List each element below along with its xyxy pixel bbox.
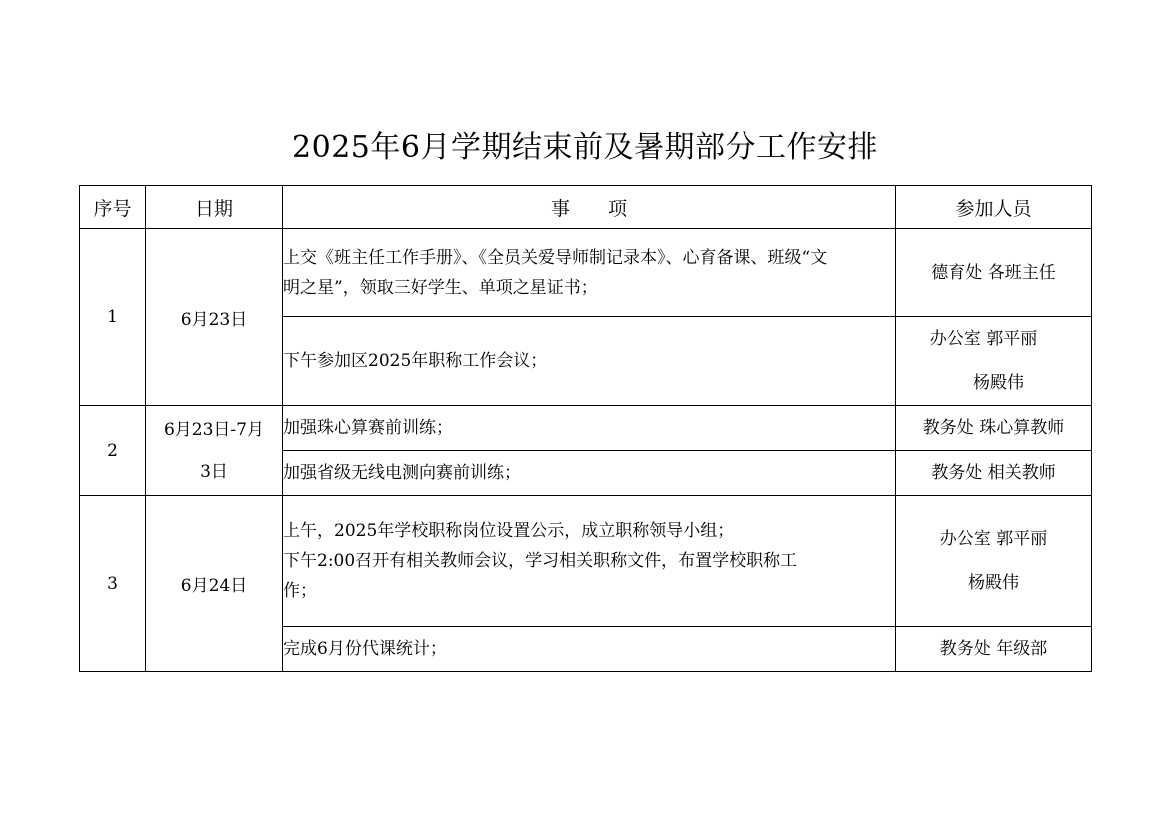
task-item [283,229,896,317]
task-line: 上交《班主任工作手册》、《全员关爱导师制记录本》、心育备课、班级“文 [283,247,828,268]
task-people [896,496,1092,627]
task-line: 加强珠心算赛前训练； [283,417,453,438]
header-date: 日期 [146,186,283,229]
people-line: 教务处 珠心算教师 [922,418,1065,438]
task-people [896,317,1092,406]
row-seq: 3 [80,496,146,672]
table-row [80,406,1092,451]
header-row [80,186,1092,229]
task-line: 作； [283,581,317,601]
task-people [896,627,1092,672]
task-item [283,317,896,406]
row-date: 6月23日 [146,229,283,406]
task-people [896,229,1092,317]
task-line: 下午参加区2025年职称工作会议； [283,350,548,371]
task-people [896,406,1092,451]
task-line: 完成6月份代课统计； [283,638,447,659]
page-title: 2025年6月学期结束前及暑期部分工作安排 [292,130,878,165]
schedule-table [79,185,1092,672]
row-date: 6月24日 [146,496,283,672]
task-item [283,496,896,627]
header-seq: 序号 [80,186,146,229]
table-row [80,496,1092,627]
task-item [283,627,896,672]
row-date [146,406,283,496]
row-seq: 2 [80,406,146,496]
task-line: 明之星”，领取三好学生、单项之星证书； [283,277,598,298]
row-seq: 1 [80,229,146,406]
people-line: 办公室 郭平丽 [939,529,1048,549]
people-line: 教务处 相关教师 [931,463,1056,483]
people-line: 杨殿伟 [973,373,1024,393]
task-item [283,451,896,496]
task-line: 加强省级无线电测向赛前训练； [283,462,521,483]
task-line: 下午2:00召开有相关教师会议，学习相关职称文件，布置学校职称工 [283,551,798,571]
task-item [283,406,896,451]
header-item: 事 项 [283,186,896,229]
people-line: 教务处 年级部 [939,639,1048,659]
people-line: 德育处 各班主任 [931,262,1056,283]
date-line: 3日 [200,461,228,482]
people-line: 杨殿伟 [968,573,1019,593]
table-row [80,229,1092,317]
date-line: 6月23日-7月 [163,419,264,440]
task-people [896,451,1092,496]
task-line: 上午，2025年学校职称岗位设置公示，成立职称领导小组； [283,521,735,541]
people-line: 办公室 郭平丽 [929,329,1038,349]
header-people: 参加人员 [896,186,1092,229]
